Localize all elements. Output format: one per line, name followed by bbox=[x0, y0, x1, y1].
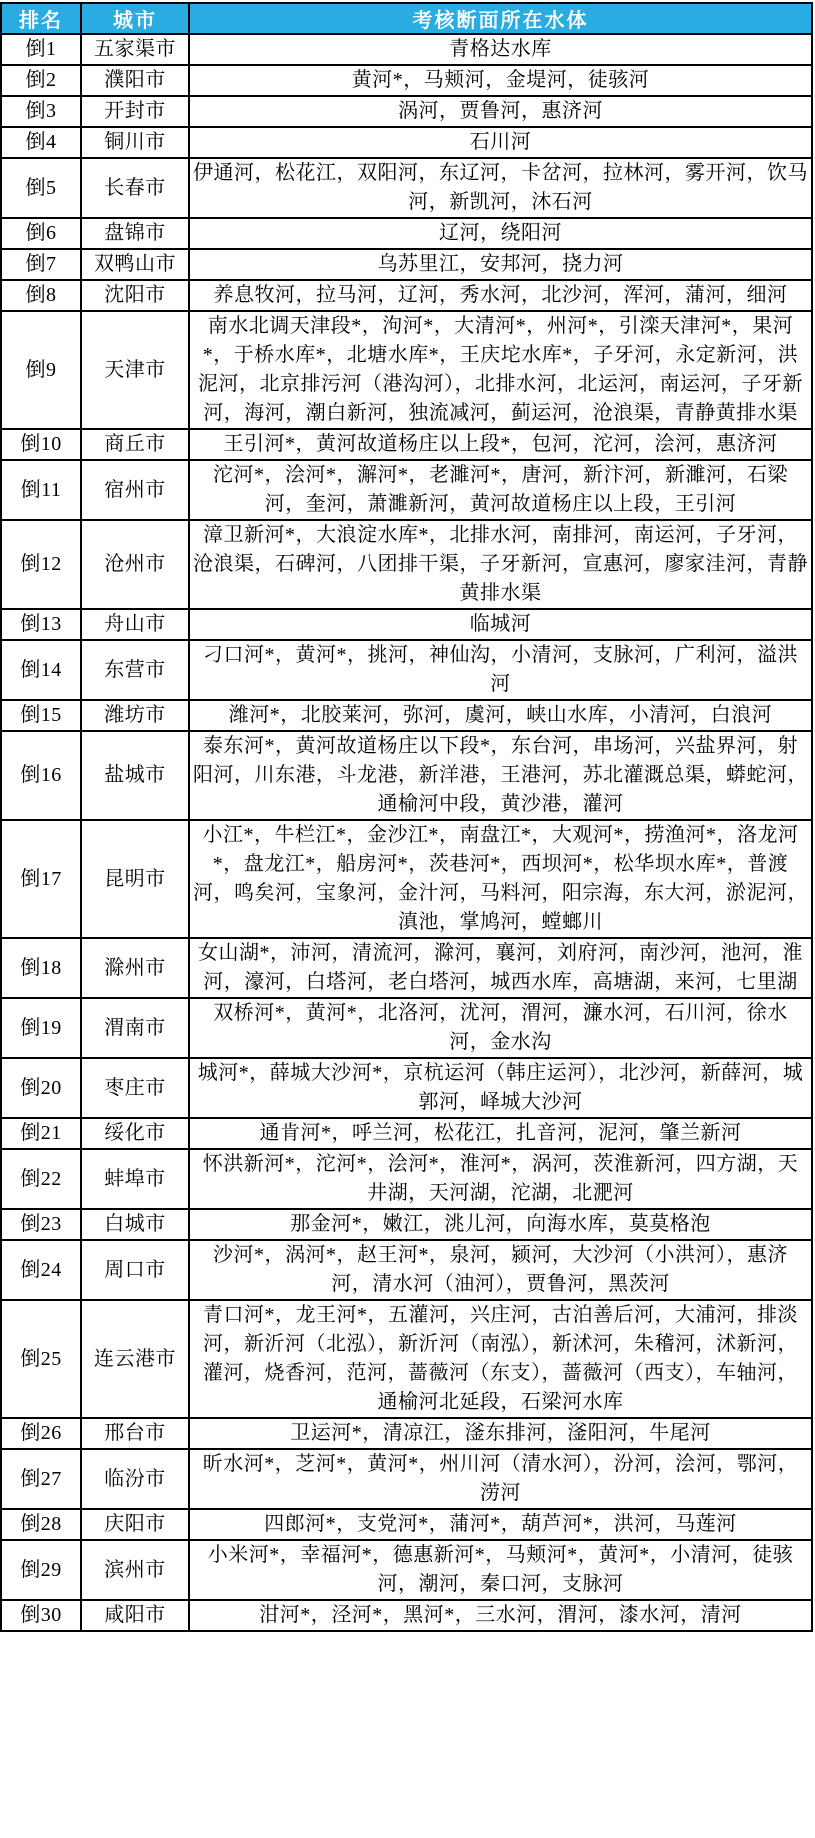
city-cell: 盘锦市 bbox=[81, 218, 189, 249]
city-cell: 白城市 bbox=[81, 1209, 189, 1240]
table-row bbox=[1, 1240, 812, 1300]
water-body-cell: 涡河，贾鲁河，惠济河 bbox=[189, 96, 812, 127]
table-row bbox=[1, 1209, 812, 1240]
rank-cell: 倒21 bbox=[1, 1118, 81, 1149]
table-row bbox=[1, 1540, 812, 1600]
water-body-cell: 沱河*，浍河*，澥河*，老濉河*，唐河，新汴河，新濉河，石梁河，奎河，萧濉新河，黄河故道杨庄以上段，王引河 bbox=[189, 460, 812, 520]
city-cell: 东营市 bbox=[81, 640, 189, 700]
header-water-body: 考核断面所在水体 bbox=[189, 3, 812, 34]
table-row bbox=[1, 520, 812, 609]
rank-cell: 倒1 bbox=[1, 34, 81, 65]
table-row bbox=[1, 127, 812, 158]
rank-cell: 倒19 bbox=[1, 998, 81, 1058]
rank-cell: 倒24 bbox=[1, 1240, 81, 1300]
water-body-cell: 卫运河*，清凉江，滏东排河，滏阳河，牛尾河 bbox=[189, 1418, 812, 1449]
table-body bbox=[1, 34, 812, 1631]
water-body-cell: 沙河*，涡河*，赵王河*，泉河，颍河，大沙河（小洪河），惠济河，清水河（油河），贾鲁河，黑茨河 bbox=[189, 1240, 812, 1300]
city-cell: 盐城市 bbox=[81, 731, 189, 820]
water-body-cell: 女山湖*，沛河，清流河，滁河，襄河，刘府河，南沙河，池河，淮河，濠河，白塔河，老白塔河，城西水库，高塘湖，来河，七里湖 bbox=[189, 938, 812, 998]
table-row bbox=[1, 65, 812, 96]
city-cell: 滁州市 bbox=[81, 938, 189, 998]
table-header bbox=[1, 3, 812, 34]
table-row bbox=[1, 249, 812, 280]
header-row bbox=[1, 3, 812, 34]
water-body-cell: 小米河*，幸福河*，德惠新河*，马颊河*，黄河*，小清河，徒骇河，潮河，秦口河，支脉河 bbox=[189, 1540, 812, 1600]
rank-cell: 倒27 bbox=[1, 1449, 81, 1509]
rank-cell: 倒17 bbox=[1, 820, 81, 938]
rank-cell: 倒13 bbox=[1, 609, 81, 640]
table-row bbox=[1, 34, 812, 65]
water-body-cell: 养息牧河，拉马河，辽河，秀水河，北沙河，浑河，蒲河，细河 bbox=[189, 280, 812, 311]
table-row bbox=[1, 731, 812, 820]
table-row bbox=[1, 1449, 812, 1509]
table-row bbox=[1, 1418, 812, 1449]
table-row bbox=[1, 998, 812, 1058]
rank-cell: 倒8 bbox=[1, 280, 81, 311]
city-cell: 潍坊市 bbox=[81, 700, 189, 731]
rank-cell: 倒15 bbox=[1, 700, 81, 731]
city-cell: 双鸭山市 bbox=[81, 249, 189, 280]
city-cell: 连云港市 bbox=[81, 1300, 189, 1418]
rank-cell: 倒7 bbox=[1, 249, 81, 280]
city-cell: 濮阳市 bbox=[81, 65, 189, 96]
water-body-cell: 乌苏里江，安邦河，挠力河 bbox=[189, 249, 812, 280]
table-row bbox=[1, 1509, 812, 1540]
table-row bbox=[1, 218, 812, 249]
table-row bbox=[1, 311, 812, 429]
city-water-ranking-table bbox=[0, 2, 813, 1632]
water-body-cell: 双桥河*，黄河*，北洛河，沋河，渭河，濂水河，石川河，徐水河，金水沟 bbox=[189, 998, 812, 1058]
rank-cell: 倒10 bbox=[1, 429, 81, 460]
table-row bbox=[1, 700, 812, 731]
water-body-cell: 王引河*，黄河故道杨庄以上段*，包河，沱河，浍河，惠济河 bbox=[189, 429, 812, 460]
water-body-cell: 青格达水库 bbox=[189, 34, 812, 65]
rank-cell: 倒4 bbox=[1, 127, 81, 158]
table-row bbox=[1, 96, 812, 127]
water-body-cell: 南水北调天津段*，泃河*，大清河*，州河*，引滦天津河*，果河*，于桥水库*，北塘水库*，王庆坨水库*，子牙河，永定新河，洪泥河，北京排污河（港沟河），北排水河，北运河，南运河，子牙新河，海河，潮白新河，独流减河，蓟运河，沧浪渠，青静黄排水渠 bbox=[189, 311, 812, 429]
rank-cell: 倒28 bbox=[1, 1509, 81, 1540]
water-body-cell: 临城河 bbox=[189, 609, 812, 640]
rank-cell: 倒26 bbox=[1, 1418, 81, 1449]
city-cell: 渭南市 bbox=[81, 998, 189, 1058]
rank-cell: 倒25 bbox=[1, 1300, 81, 1418]
water-body-cell: 四郎河*，支党河*，蒲河*，葫芦河*，洪河，马莲河 bbox=[189, 1509, 812, 1540]
rank-cell: 倒12 bbox=[1, 520, 81, 609]
water-body-cell: 泰东河*，黄河故道杨庄以下段*，东台河，串场河，兴盐界河，射阳河，川东港，斗龙港，新洋港，王港河，苏北灌溉总渠，蟒蛇河，通榆河中段，黄沙港，灌河 bbox=[189, 731, 812, 820]
table-row bbox=[1, 280, 812, 311]
rank-cell: 倒14 bbox=[1, 640, 81, 700]
table-row bbox=[1, 1600, 812, 1631]
table-row bbox=[1, 429, 812, 460]
city-cell: 铜川市 bbox=[81, 127, 189, 158]
city-cell: 开封市 bbox=[81, 96, 189, 127]
city-cell: 蚌埠市 bbox=[81, 1149, 189, 1209]
city-cell: 沧州市 bbox=[81, 520, 189, 609]
table-row bbox=[1, 938, 812, 998]
table-row bbox=[1, 609, 812, 640]
table-row bbox=[1, 640, 812, 700]
rank-cell: 倒20 bbox=[1, 1058, 81, 1118]
water-body-cell: 泔河*，泾河*，黑河*，三水河，渭河，漆水河，清河 bbox=[189, 1600, 812, 1631]
water-body-cell: 辽河，绕阳河 bbox=[189, 218, 812, 249]
city-cell: 临汾市 bbox=[81, 1449, 189, 1509]
rank-cell: 倒22 bbox=[1, 1149, 81, 1209]
city-cell: 五家渠市 bbox=[81, 34, 189, 65]
rank-cell: 倒16 bbox=[1, 731, 81, 820]
header-city: 城市 bbox=[81, 3, 189, 34]
water-body-cell: 刁口河*，黄河*，挑河，神仙沟，小清河，支脉河，广利河，溢洪河 bbox=[189, 640, 812, 700]
city-cell: 宿州市 bbox=[81, 460, 189, 520]
rank-cell: 倒3 bbox=[1, 96, 81, 127]
water-body-cell: 潍河*，北胶莱河，弥河，虞河，峡山水库，小清河，白浪河 bbox=[189, 700, 812, 731]
rank-cell: 倒9 bbox=[1, 311, 81, 429]
city-cell: 枣庄市 bbox=[81, 1058, 189, 1118]
water-body-cell: 通肯河*，呼兰河，松花江，扎音河，泥河，肇兰新河 bbox=[189, 1118, 812, 1149]
city-cell: 昆明市 bbox=[81, 820, 189, 938]
water-body-cell: 那金河*，嫩江，洮儿河，向海水库，莫莫格泡 bbox=[189, 1209, 812, 1240]
water-body-cell: 石川河 bbox=[189, 127, 812, 158]
rank-cell: 倒2 bbox=[1, 65, 81, 96]
rank-cell: 倒6 bbox=[1, 218, 81, 249]
city-cell: 周口市 bbox=[81, 1240, 189, 1300]
water-body-cell: 黄河*，马颊河，金堤河，徒骇河 bbox=[189, 65, 812, 96]
city-cell: 天津市 bbox=[81, 311, 189, 429]
city-cell: 咸阳市 bbox=[81, 1600, 189, 1631]
table-row bbox=[1, 1118, 812, 1149]
water-body-cell: 漳卫新河*，大浪淀水库*，北排水河，南排河，南运河，子牙河，沧浪渠，石碑河，八团排干渠，子牙新河，宣惠河，廖家洼河，青静黄排水渠 bbox=[189, 520, 812, 609]
rank-cell: 倒23 bbox=[1, 1209, 81, 1240]
water-body-cell: 青口河*，龙王河*，五灌河，兴庄河，古泊善后河，大浦河，排淡河，新沂河（北泓），新沂河（南泓），新沭河，朱稽河，沭新河，灌河，烧香河，范河，蔷薇河（东支），蔷薇河（西支），车轴河，通榆河北延段，石梁河水库 bbox=[189, 1300, 812, 1418]
city-cell: 舟山市 bbox=[81, 609, 189, 640]
table-row bbox=[1, 1149, 812, 1209]
water-body-cell: 小江*，牛栏江*，金沙江*，南盘江*，大观河*，捞渔河*，洛龙河*，盘龙江*，船房河*，茨巷河*，西坝河*，松华坝水库*，普渡河，鸣矣河，宝象河，金汁河，马料河，阳宗海，东大河，淤泥河，滇池，掌鸠河，螳螂川 bbox=[189, 820, 812, 938]
rank-cell: 倒5 bbox=[1, 158, 81, 218]
water-body-cell: 伊通河，松花江，双阳河，东辽河，卡岔河，拉林河，雾开河，饮马河，新凯河，沐石河 bbox=[189, 158, 812, 218]
city-cell: 绥化市 bbox=[81, 1118, 189, 1149]
city-cell: 沈阳市 bbox=[81, 280, 189, 311]
table-row bbox=[1, 158, 812, 218]
city-cell: 长春市 bbox=[81, 158, 189, 218]
city-cell: 庆阳市 bbox=[81, 1509, 189, 1540]
water-body-cell: 昕水河*，芝河*，黄河*，州川河（清水河），汾河，浍河，鄂河，涝河 bbox=[189, 1449, 812, 1509]
city-cell: 商丘市 bbox=[81, 429, 189, 460]
rank-cell: 倒29 bbox=[1, 1540, 81, 1600]
table-row bbox=[1, 1300, 812, 1418]
water-body-cell: 城河*，薛城大沙河*，京杭运河（韩庄运河），北沙河，新薛河，城郭河，峄城大沙河 bbox=[189, 1058, 812, 1118]
rank-cell: 倒11 bbox=[1, 460, 81, 520]
table-row bbox=[1, 1058, 812, 1118]
rank-cell: 倒30 bbox=[1, 1600, 81, 1631]
rank-cell: 倒18 bbox=[1, 938, 81, 998]
table-row bbox=[1, 820, 812, 938]
table-row bbox=[1, 460, 812, 520]
city-cell: 滨州市 bbox=[81, 1540, 189, 1600]
header-rank: 排名 bbox=[1, 3, 81, 34]
city-cell: 邢台市 bbox=[81, 1418, 189, 1449]
water-body-cell: 怀洪新河*，沱河*，浍河*，淮河*，涡河，茨淮新河，四方湖，天井湖，天河湖，沱湖，北淝河 bbox=[189, 1149, 812, 1209]
